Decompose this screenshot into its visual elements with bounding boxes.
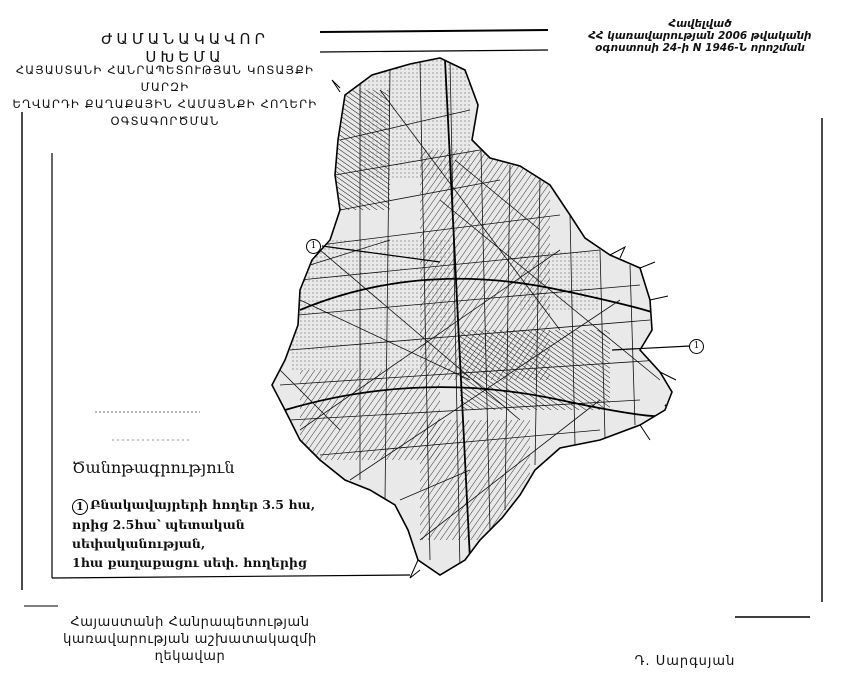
legend-line	[72, 495, 372, 515]
legend-line: 1հա քաղաքացու սեփ. հողերից	[72, 555, 307, 570]
legend-text: Բնակավայրերի հողեր 3.5 հա,	[90, 497, 316, 512]
callout-1-left: 1	[306, 239, 321, 254]
scheme-subtitle	[0, 62, 330, 130]
approval-line: օգոստոսի 24-ի N 1946-Ն որոշման	[595, 42, 805, 54]
signer-title	[40, 614, 340, 665]
legend-note	[72, 495, 372, 572]
scheme-subtitle-line: ՕԳՏԱԳՈՐԾՄԱՆ	[110, 114, 220, 128]
legend-item-number: 1	[72, 499, 88, 515]
legend-heading: Ծանոթագրություն	[72, 458, 235, 477]
signer-title-line: ղեկավար	[154, 649, 226, 664]
legend-line: որից 2.5հա՝ պետական սեփականության,	[72, 517, 245, 551]
approval-note	[555, 18, 845, 54]
signer-title-line: կառավարության աշխատակազմի	[63, 632, 317, 647]
approval-line: ՀՀ կառավարության 2006 թվականի	[588, 30, 812, 42]
scheme-subtitle-line: ԵՂՎԱՐԴԻ ՔԱՂԱՔԱՅԻՆ ՀԱՄԱՅՆՔԻ ՀՈՂԵՐԻ	[12, 97, 318, 111]
approval-line: Հավելված	[668, 18, 732, 30]
signer-title-line: Հայաստանի Հանրապետության	[70, 615, 310, 630]
signer-name: Դ. Սարգսյան	[634, 654, 736, 669]
callout-1-right: 1	[689, 339, 704, 354]
scheme-title: ԺԱՄԱՆԱԿԱՎՈՐ ՍԽԵՄԱ	[101, 30, 269, 66]
scheme-subtitle-line: ՀԱՅԱՍՏԱՆԻ ՀԱՆՐԱՊԵՏՈՒԹՅԱՆ ԿՈՏԱՅՔԻ ՄԱՐԶԻ	[15, 63, 315, 94]
